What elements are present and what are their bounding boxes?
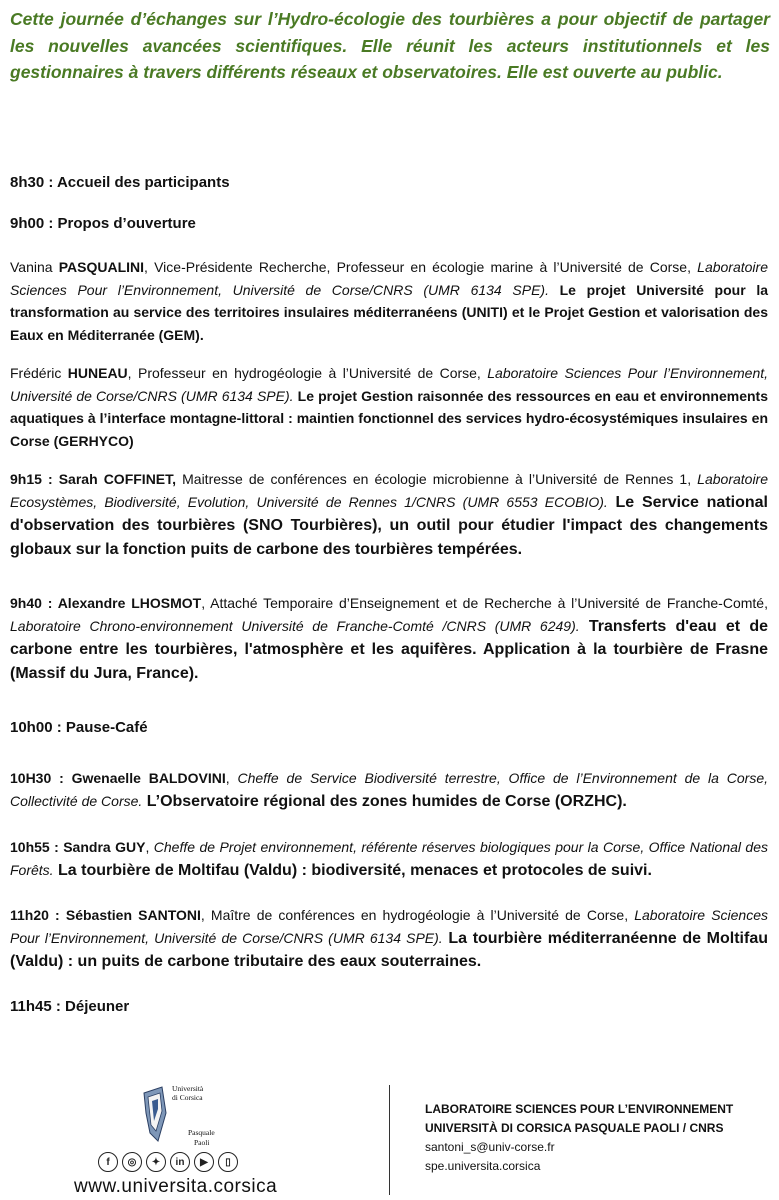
speaker-affiliation: Cheffe de Service Biodiversité terrestre, Office de l’Environnement de la Corse, Collectivité de Corse. <box>10 770 768 809</box>
speaker-affiliation: Laboratoire Ecosystèmes, Biodiversité, Evolution, Université de Rennes 1/CNRS (UMR 6553 ECOBIO). <box>10 471 768 510</box>
website-link[interactable]: www.universita.corsica <box>74 1176 278 1197</box>
speaker-name: Gwenaelle BALDOVINI <box>71 770 226 786</box>
talk-title: Le projet Gestion raisonnée des ressources en eau et environnements aquatiques à l’interface montagne-littoral : maintien fonctionnel des services hydro-écosystémiques insulaires en Corse (GERHYCO) <box>10 387 768 449</box>
logo-text-4: Paoli <box>194 1138 210 1147</box>
mobile-icon[interactable]: ▯ <box>218 1152 238 1172</box>
talk-title: L’Observatoire régional des zones humides de Corse (ORZHC). <box>142 792 627 810</box>
intro-paragraph: Cette journée d’échanges sur l’Hydro-écologie des tourbières a pour objectif de partager les nouvelles avancées scientifiques. Elle réunit les acteurs institutionnels et les gestionnaires à travers différents réseaux et observatoires. Elle est ouverte au public. <box>10 9 770 82</box>
agenda-label: : Déjeuner <box>51 998 130 1015</box>
agenda-label: : Accueil des participants <box>44 174 230 191</box>
youtube-icon[interactable]: ▶ <box>194 1152 214 1172</box>
agenda-guy <box>10 836 768 882</box>
agenda-label: : Propos d’ouverture <box>44 215 196 232</box>
speaker-name: Sandra GUY <box>63 839 146 855</box>
talk-title: Le projet Université pour la transformation au service des territoires insulaires méditerranéens (UNITI) et le Projet Gestion et valorisation des Eaux en Méditerranée (GEM). <box>10 281 769 343</box>
agenda-dejeuner <box>10 996 768 1019</box>
speaker-name: Alexandre LHOSMOT <box>57 595 202 611</box>
speaker-first: Frédéric <box>10 365 68 381</box>
lab-website[interactable]: spe.universita.corsica <box>425 1159 541 1173</box>
talk-title: La tourbière de Moltifau (Valdu) : biodiversité, menaces et protocoles de suivi. <box>53 861 652 879</box>
time: 9h15 : <box>10 471 59 487</box>
time: 8h30 <box>10 174 45 191</box>
speaker-last: HUNEAU <box>67 365 128 381</box>
logo-text-2: di Corsica <box>172 1093 203 1102</box>
contact-email[interactable]: santoni_s@univ-corse.fr <box>425 1140 555 1154</box>
time: 10h55 : <box>10 839 64 855</box>
agenda-pasqualini <box>10 256 768 346</box>
agenda-santoni <box>10 904 768 974</box>
agenda-baldovini <box>10 767 768 813</box>
speaker-name: Sarah COFFINET, <box>58 471 177 487</box>
logo-text-1: Università <box>172 1084 204 1093</box>
footer-divider <box>389 1085 390 1195</box>
speaker-role: , Professeur en hydrogéologie à l’Université de Corse, <box>127 365 488 381</box>
time: 10h00 <box>10 719 53 736</box>
speaker-last: PASQUALINI <box>58 259 145 275</box>
social-links <box>98 1152 238 1176</box>
speaker-affiliation: Laboratoire Sciences Pour l’Environnement, Université de Corse/CNRS (UMR 6134 SPE). <box>10 365 769 404</box>
time: 11h20 : <box>10 907 66 923</box>
agenda-coffinet <box>10 468 768 561</box>
speaker-first: Vanina <box>10 259 59 275</box>
agenda-accueil <box>10 172 768 195</box>
time: 9h40 : <box>10 595 58 611</box>
talk-title: Le Service national d'observation des tourbières (SNO Tourbières), un outil pour étudier l'impact des changements globaux sur la fonction puits de carbone des tourbières tempérées. <box>10 493 768 558</box>
university-logo <box>132 1083 228 1151</box>
speaker-affiliation: Laboratoire Sciences Pour l’Environnement, Université de Corse/CNRS (UMR 6134 SPE). <box>10 907 769 946</box>
agenda-ouverture <box>10 213 768 236</box>
speaker-role: , <box>225 770 238 786</box>
speaker-role: , <box>145 839 154 855</box>
speaker-role: , Vice-Présidente Recherche, Professeur en écologie marine à l’Université de Corse, <box>144 259 698 275</box>
agenda-huneau <box>10 362 768 452</box>
lab-contact <box>425 1100 733 1176</box>
logo-text-3: Pasquale <box>188 1128 215 1137</box>
time: 11h45 <box>10 998 52 1015</box>
university-name: UNIVERSITÀ DI CORSICA PASQUALE PAOLI / CNRS <box>425 1121 724 1135</box>
speaker-name: Sébastien SANTONI <box>65 907 201 923</box>
linkedin-icon[interactable]: in <box>170 1152 190 1172</box>
time: 9h00 <box>10 215 45 232</box>
speaker-affiliation: Laboratoire Sciences Pour l’Environnement, Université de Corse/CNRS (UMR 6134 SPE). <box>10 259 768 298</box>
instagram-icon[interactable]: ◎ <box>122 1152 142 1172</box>
speaker-role: Maitresse de conférences en écologie microbienne à l’Université de Rennes 1, <box>176 471 698 487</box>
speaker-affiliation: Laboratoire Chrono-environnement Université de Franche-Comté /CNRS (UMR 6249). <box>10 617 580 634</box>
time: 10H30 : <box>10 770 72 786</box>
facebook-icon[interactable]: f <box>98 1152 118 1172</box>
talk-title: La tourbière méditerranéenne de Moltifau (Valdu) : un puits de carbone tributaire des eaux souterraines. <box>10 929 769 970</box>
speaker-affiliation: Cheffe de Projet environnement, référente réserves biologiques pour la Corse, Office National des Forêts. <box>10 839 769 878</box>
talk-title: Transferts d'eau et de carbone entre les tourbières, l'atmosphère et les aquifères. Application à la tourbière de Frasne (Massif du Jura, France). <box>10 617 768 682</box>
agenda-pause <box>10 717 768 740</box>
lab-name: LABORATOIRE SCIENCES POUR L’ENVIRONNEMENT <box>425 1102 734 1116</box>
twitter-icon[interactable]: ✦ <box>146 1152 166 1172</box>
speaker-role: , Attaché Temporaire d’Enseignement et de Recherche à l’Université de Franche-Comté, <box>201 595 768 611</box>
speaker-role: , Maître de conférences en hydrogéologie à l’Université de Corse, <box>200 907 635 923</box>
agenda-lhosmot <box>10 592 768 685</box>
agenda-label: : Pause-Café <box>52 719 148 736</box>
